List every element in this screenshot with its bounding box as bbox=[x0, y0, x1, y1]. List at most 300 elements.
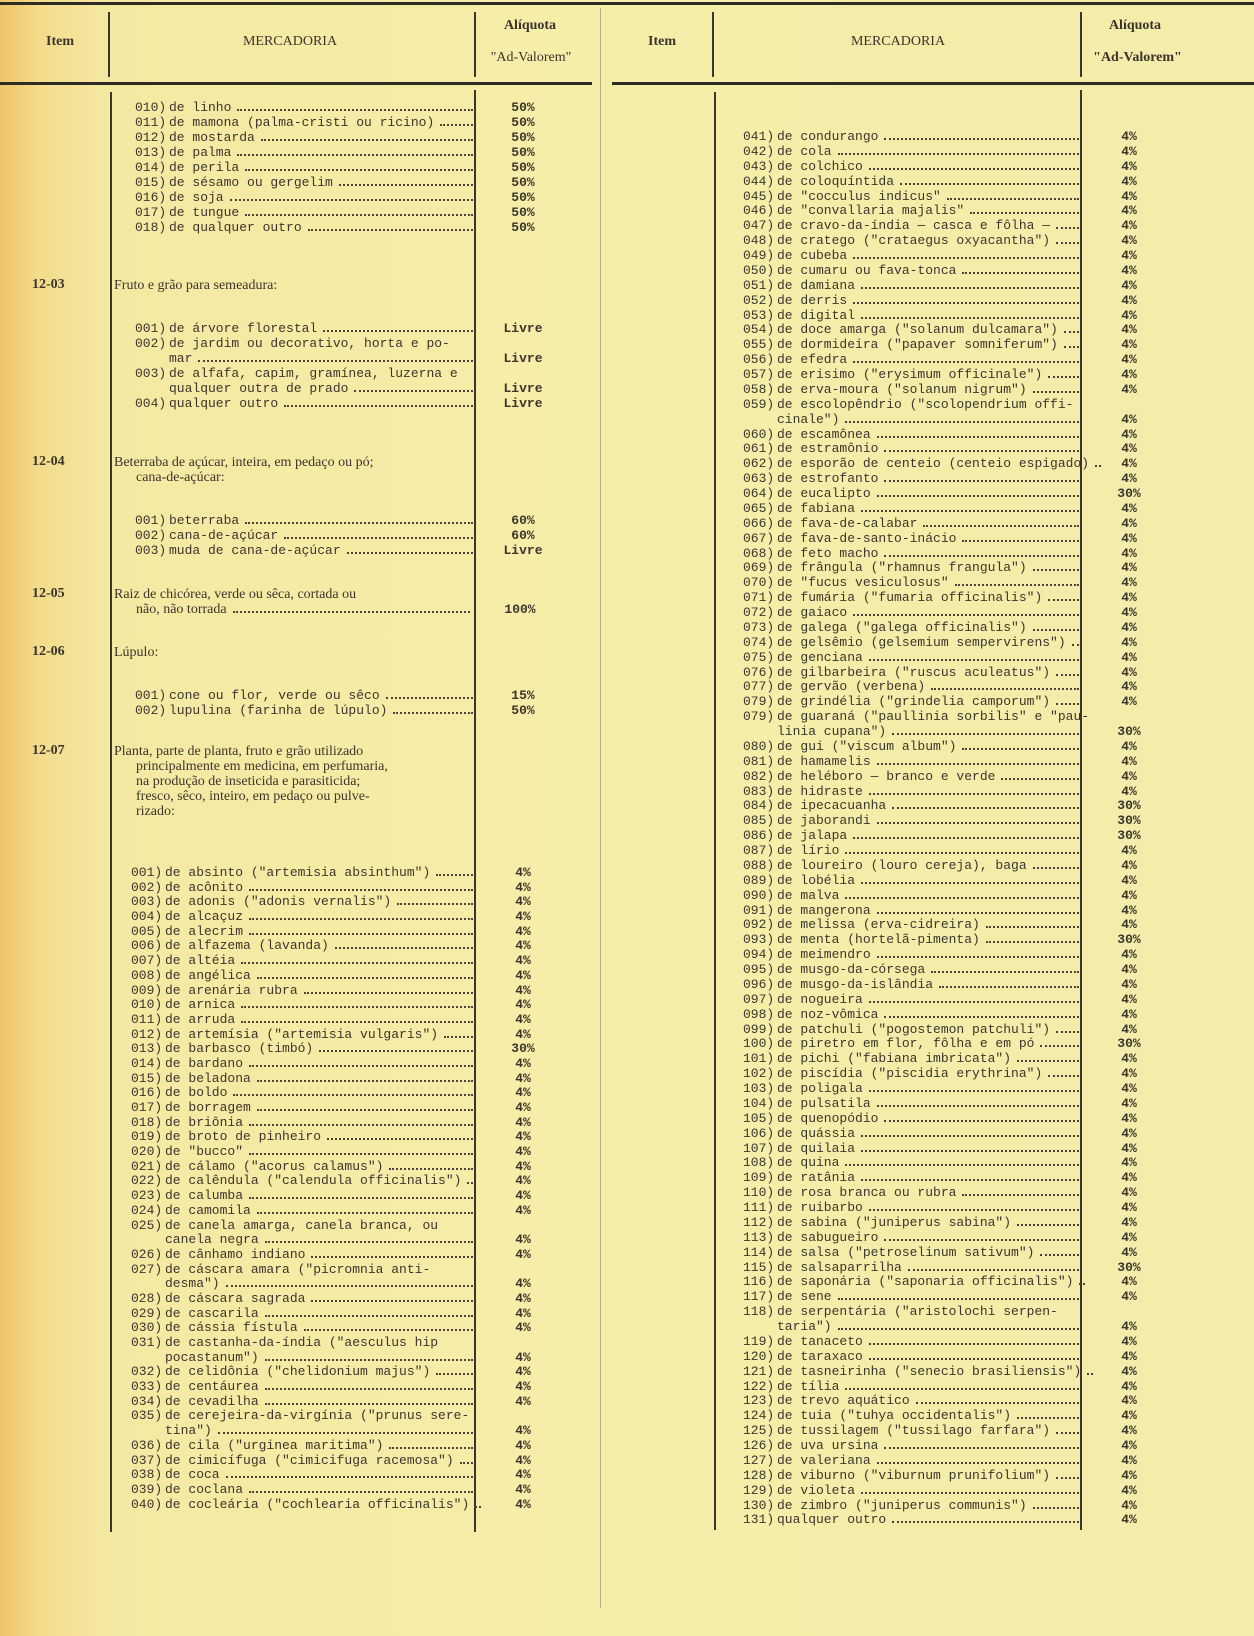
item-description: de musgo-da-islândia bbox=[777, 976, 934, 992]
list-item bbox=[743, 917, 1137, 933]
dotted-leader bbox=[249, 1491, 473, 1493]
section-title-line bbox=[114, 587, 470, 602]
aliquota-rate: 4% bbox=[1121, 1214, 1137, 1230]
dotted-leader bbox=[1072, 644, 1079, 646]
list-item bbox=[743, 575, 1137, 591]
item-code: 002) bbox=[135, 336, 167, 351]
aliquota-rate: 4% bbox=[1121, 1155, 1137, 1171]
item-code: 123) bbox=[743, 1393, 775, 1409]
item-description: de colchico bbox=[777, 158, 863, 174]
item-code: 026) bbox=[131, 1246, 163, 1262]
dotted-leader bbox=[845, 1164, 1079, 1166]
dotted-leader bbox=[845, 852, 1079, 854]
item-code: 021) bbox=[131, 1158, 163, 1174]
dotted-leader bbox=[838, 1298, 1079, 1300]
item-code: 104) bbox=[743, 1095, 775, 1111]
aliquota-rate: 4% bbox=[1121, 887, 1137, 903]
item-description: de cimicífuga ("cimicifuga racemosa") bbox=[165, 1452, 454, 1468]
item-description: de noz-vômica bbox=[777, 1006, 879, 1022]
item-description: de soja bbox=[169, 190, 224, 205]
item-description: de damiana bbox=[777, 277, 856, 293]
item-description: de cocleária ("cochlearia officinalis") bbox=[165, 1496, 470, 1512]
section-code: 12-05 bbox=[32, 586, 65, 601]
item-description: de fava-de-calabar bbox=[777, 515, 918, 531]
dotted-leader bbox=[884, 450, 1079, 452]
item-code: 118) bbox=[743, 1304, 775, 1320]
list-item bbox=[743, 1378, 1137, 1395]
aliquota-rate: 15% bbox=[511, 688, 535, 703]
header-aliquota-right: Alíquota bbox=[1108, 18, 1162, 33]
aliquota-rate: 50% bbox=[511, 220, 535, 235]
item-description: de tília bbox=[777, 1378, 840, 1394]
list-item bbox=[743, 991, 1137, 1008]
item-description: de cascarila bbox=[165, 1305, 259, 1321]
item-code: 039) bbox=[131, 1481, 163, 1497]
dotted-leader bbox=[257, 1080, 473, 1082]
aliquota-rate: 4% bbox=[1121, 530, 1137, 546]
dotted-leader bbox=[931, 971, 1079, 973]
item-description: de quina bbox=[777, 1155, 840, 1171]
list-item bbox=[135, 703, 535, 718]
item-code: 119) bbox=[743, 1333, 775, 1349]
item-code: 028) bbox=[131, 1290, 163, 1306]
list-item bbox=[743, 828, 1141, 844]
dotted-leader bbox=[908, 1269, 1079, 1271]
item-description: de zimbro ("juniperus communis") bbox=[777, 1497, 1027, 1513]
dotted-leader bbox=[877, 912, 1079, 914]
dotted-leader bbox=[892, 733, 1079, 735]
aliquota-rate: 4% bbox=[1121, 976, 1137, 992]
list-item bbox=[131, 1011, 531, 1028]
item-code: 020) bbox=[131, 1144, 163, 1160]
item-description: de borragem bbox=[165, 1100, 251, 1115]
item-code: 130) bbox=[743, 1497, 775, 1513]
aliquota-rate: 4% bbox=[515, 879, 531, 895]
item-code: 114) bbox=[743, 1244, 775, 1260]
aliquota-rate: 4% bbox=[1121, 768, 1137, 784]
list-item bbox=[743, 1363, 1137, 1380]
item-code: 081) bbox=[743, 753, 775, 769]
list-item bbox=[131, 1173, 531, 1189]
aliquota-rate: 4% bbox=[1121, 1274, 1137, 1290]
list-item bbox=[131, 1070, 531, 1087]
dotted-leader bbox=[265, 1359, 473, 1361]
item-description-continued bbox=[131, 1423, 531, 1439]
item-description: de mangerona bbox=[777, 902, 871, 918]
list-item bbox=[135, 543, 543, 558]
item-code: 003) bbox=[131, 894, 163, 910]
dotted-leader bbox=[397, 903, 473, 905]
list-item bbox=[743, 1140, 1137, 1157]
list-item bbox=[743, 1081, 1137, 1097]
item-code: 091) bbox=[743, 902, 775, 918]
item-code: 092) bbox=[743, 917, 775, 933]
item-code: 017) bbox=[131, 1100, 163, 1115]
aliquota-rate: 4% bbox=[1121, 545, 1137, 561]
list-item bbox=[743, 1289, 1137, 1305]
item-description: muda de cana-de-açúcar bbox=[169, 543, 341, 558]
aliquota-rate: 4% bbox=[1121, 575, 1137, 591]
list-item bbox=[743, 1244, 1137, 1261]
column-rule bbox=[474, 90, 476, 1532]
item-code: 042) bbox=[743, 143, 775, 159]
item-description-cont: pocastanum") bbox=[165, 1349, 259, 1365]
list-item bbox=[743, 292, 1137, 309]
item-code: 051) bbox=[743, 277, 775, 293]
dotted-leader bbox=[347, 552, 473, 554]
item-code: 031) bbox=[131, 1335, 163, 1350]
dotted-leader bbox=[198, 360, 473, 362]
list-item bbox=[131, 1452, 531, 1469]
item-code: 058) bbox=[743, 381, 775, 397]
item-description: de palma bbox=[169, 145, 232, 160]
item-description: de quilaia bbox=[777, 1140, 856, 1156]
dotted-leader bbox=[877, 763, 1079, 765]
item-code: 076) bbox=[743, 664, 775, 680]
dotted-leader bbox=[1017, 1417, 1079, 1419]
dotted-leader bbox=[861, 1135, 1079, 1137]
dotted-leader bbox=[869, 1358, 1079, 1360]
list-item bbox=[131, 879, 531, 896]
item-description: de artemísia ("artemisia vulgaris") bbox=[165, 1026, 439, 1042]
aliquota-rate: 4% bbox=[1121, 917, 1137, 933]
dotted-leader bbox=[257, 977, 473, 979]
dotted-leader bbox=[241, 1021, 473, 1023]
dotted-leader bbox=[962, 272, 1079, 274]
header-mercadoria-right: MERCADORIA bbox=[850, 34, 946, 49]
section-title-line bbox=[114, 774, 470, 789]
section-title-text: não, não torrada bbox=[136, 602, 227, 617]
item-description: de canela amarga, canela branca, ou bbox=[165, 1217, 439, 1233]
dotted-leader bbox=[947, 198, 1079, 200]
list-item bbox=[131, 909, 531, 925]
list-item bbox=[131, 1219, 473, 1234]
item-description: de calêndula ("calendula officinalis") bbox=[165, 1173, 462, 1189]
dotted-leader bbox=[311, 1256, 473, 1258]
item-code: 127) bbox=[743, 1452, 775, 1468]
item-code: 050) bbox=[743, 262, 775, 278]
item-code: 018) bbox=[135, 220, 167, 235]
item-code: 054) bbox=[743, 322, 775, 338]
list-item bbox=[131, 1336, 473, 1351]
item-code: 023) bbox=[131, 1188, 163, 1204]
item-code: 097) bbox=[743, 991, 775, 1007]
item-description: de ipecacuanha bbox=[777, 798, 887, 814]
header-ad-valorem-left: "Ad-Valorem" bbox=[490, 50, 572, 65]
item-code: 093) bbox=[743, 932, 775, 948]
item-description: qualquer outro bbox=[169, 396, 279, 411]
list-item bbox=[135, 205, 535, 220]
item-description: de salsa ("petroselinum sativum") bbox=[777, 1244, 1035, 1260]
aliquota-rate: 4% bbox=[1121, 560, 1137, 576]
item-description: de tasneirinha ("senecio brasiliensis") bbox=[777, 1363, 1082, 1379]
aliquota-rate: 4% bbox=[515, 1173, 531, 1189]
item-description: de fava-de-santo-inácio bbox=[777, 530, 957, 546]
item-description: de linho bbox=[169, 100, 232, 115]
list-item bbox=[743, 1155, 1137, 1171]
aliquota-rate: 4% bbox=[515, 1452, 531, 1468]
item-code: 025) bbox=[131, 1217, 163, 1233]
item-description: de gaiaco bbox=[777, 605, 848, 620]
aliquota-rate: 4% bbox=[515, 1011, 531, 1027]
aliquota-rate: 4% bbox=[1121, 203, 1137, 219]
list-item bbox=[743, 1125, 1137, 1142]
item-code: 070) bbox=[743, 575, 775, 591]
dotted-leader bbox=[853, 302, 1079, 304]
dotted-leader bbox=[884, 555, 1079, 557]
item-description: de digital bbox=[777, 307, 856, 323]
list-item bbox=[131, 1114, 531, 1131]
aliquota-rate: 30% bbox=[1117, 813, 1141, 829]
aliquota-rate: 4% bbox=[515, 894, 531, 910]
item-description: de eucalipto bbox=[777, 486, 871, 501]
item-description-cont: cinale") bbox=[777, 411, 840, 427]
dotted-leader bbox=[986, 941, 1079, 943]
dotted-leader bbox=[249, 1197, 473, 1199]
section-title bbox=[114, 744, 470, 819]
item-description: de perila bbox=[169, 160, 240, 175]
item-description: de sabugueiro bbox=[777, 1229, 879, 1245]
aliquota-rate: 50% bbox=[511, 175, 535, 190]
item-code: 112) bbox=[743, 1214, 775, 1230]
item-code: 061) bbox=[743, 441, 775, 457]
item-code: 008) bbox=[131, 967, 163, 983]
item-description: lupulina (farinha de lúpulo) bbox=[169, 703, 388, 718]
aliquota-rate: 4% bbox=[515, 953, 531, 969]
dotted-leader bbox=[845, 897, 1079, 899]
item-description: de quenopódio bbox=[777, 1110, 879, 1126]
item-code: 004) bbox=[135, 396, 167, 411]
list-item bbox=[131, 953, 531, 969]
dotted-leader bbox=[861, 1150, 1079, 1152]
aliquota-rate: 4% bbox=[515, 1144, 531, 1160]
aliquota-rate: 4% bbox=[515, 1026, 531, 1042]
dotted-leader bbox=[892, 1521, 1079, 1523]
item-description-continued bbox=[135, 351, 543, 366]
section-title-line bbox=[114, 759, 470, 774]
list-item bbox=[743, 277, 1137, 294]
list-item bbox=[743, 560, 1137, 576]
list-item bbox=[135, 321, 543, 336]
item-description: de angélica bbox=[165, 967, 251, 983]
item-description: de rosa branca ou rubra bbox=[777, 1185, 957, 1201]
item-description: de cânhamo indiano bbox=[165, 1246, 306, 1262]
dotted-leader bbox=[1056, 1432, 1079, 1434]
aliquota-rate: 4% bbox=[1121, 738, 1137, 754]
item-description-continued bbox=[131, 1349, 531, 1366]
list-item bbox=[131, 1409, 473, 1424]
item-description: de cáscara sagrada bbox=[165, 1290, 306, 1306]
aliquota-rate: 4% bbox=[1121, 694, 1137, 710]
item-description: de cola bbox=[777, 143, 832, 159]
aliquota-rate: 4% bbox=[1121, 1467, 1137, 1483]
dotted-leader bbox=[339, 184, 473, 186]
aliquota-rate: 4% bbox=[1121, 857, 1137, 873]
item-code: 002) bbox=[135, 528, 167, 543]
item-code: 001) bbox=[131, 865, 163, 880]
item-description: de arnica bbox=[165, 997, 236, 1013]
dotted-leader bbox=[475, 1506, 481, 1508]
item-description: de sene bbox=[777, 1289, 832, 1305]
list-item bbox=[743, 753, 1137, 770]
item-description: de gervão (verbena) bbox=[777, 679, 926, 695]
aliquota-rate: 4% bbox=[1121, 1051, 1137, 1067]
aliquota-rate: 4% bbox=[1121, 1140, 1137, 1156]
dotted-leader bbox=[884, 1016, 1079, 1018]
item-description: de doce amarga ("solanum dulcamara") bbox=[777, 322, 1058, 338]
list-item bbox=[743, 1066, 1137, 1082]
section-title-text: Beterraba de açúcar, inteira, em pedaço ou pó; bbox=[114, 455, 374, 470]
dotted-leader bbox=[869, 1001, 1079, 1003]
item-description: de cila ("urginea maritima") bbox=[165, 1437, 384, 1453]
item-description: de violeta bbox=[777, 1482, 856, 1498]
dotted-leader bbox=[853, 361, 1079, 363]
item-code: 087) bbox=[743, 843, 775, 858]
aliquota-rate: 4% bbox=[1121, 962, 1137, 977]
dotted-leader bbox=[877, 436, 1079, 438]
dotted-leader bbox=[1033, 391, 1079, 393]
item-description: de tussilagem ("tussilago farfara") bbox=[777, 1423, 1051, 1439]
dotted-leader bbox=[861, 1179, 1079, 1181]
section-title-line bbox=[114, 278, 470, 293]
list-item bbox=[131, 1085, 531, 1101]
list-item bbox=[135, 100, 535, 115]
item-description: de adonis ("adonis vernalis") bbox=[165, 894, 392, 910]
item-code: 109) bbox=[743, 1170, 775, 1186]
item-code: 088) bbox=[743, 857, 775, 873]
section-title-text: rizado: bbox=[136, 804, 175, 819]
header-mercadoria-left: MERCADORIA bbox=[242, 34, 338, 49]
item-code: 033) bbox=[131, 1379, 163, 1395]
dotted-leader bbox=[386, 697, 473, 699]
aliquota-rate: 4% bbox=[1121, 456, 1137, 472]
item-code: 049) bbox=[743, 248, 775, 263]
aliquota-rate: 50% bbox=[511, 115, 535, 130]
item-description: de lobélia bbox=[777, 872, 856, 888]
section-title bbox=[114, 278, 470, 293]
aliquota-rate: 4% bbox=[515, 1305, 531, 1321]
dotted-leader bbox=[877, 1462, 1079, 1464]
item-description: de pulsatila bbox=[777, 1095, 871, 1111]
item-description: de guaraná ("paullinia sorbilis" e "pau- bbox=[777, 709, 1090, 725]
aliquota-rate: 4% bbox=[1121, 471, 1137, 487]
dotted-leader bbox=[226, 1285, 473, 1287]
dotted-leader bbox=[1056, 242, 1079, 244]
list-item bbox=[743, 619, 1137, 636]
section-title-text: cana-de-açúcar: bbox=[136, 470, 225, 485]
item-description: de menta (hortelã-pimenta) bbox=[777, 932, 980, 948]
item-code: 115) bbox=[743, 1259, 775, 1275]
item-code: 084) bbox=[743, 798, 775, 814]
dotted-leader bbox=[861, 882, 1079, 884]
list-item bbox=[743, 843, 1137, 859]
item-code: 108) bbox=[743, 1155, 775, 1171]
list-item bbox=[743, 679, 1137, 695]
dotted-leader bbox=[241, 962, 473, 964]
item-description: de esporão de centeio (centeio espigado) bbox=[777, 456, 1090, 472]
item-code: 029) bbox=[131, 1305, 163, 1321]
list-item bbox=[743, 887, 1137, 904]
dotted-leader bbox=[257, 1109, 473, 1111]
aliquota-rate: 4% bbox=[515, 1467, 531, 1483]
list-item bbox=[743, 337, 1137, 353]
aliquota-rate: 4% bbox=[1121, 991, 1137, 1007]
item-code: 043) bbox=[743, 158, 775, 174]
list-item bbox=[131, 1305, 531, 1322]
aliquota-rate: 4% bbox=[1121, 1289, 1137, 1305]
dotted-leader bbox=[900, 183, 1079, 185]
item-list bbox=[135, 321, 543, 411]
item-code: 074) bbox=[743, 634, 775, 650]
aliquota-rate: 4% bbox=[1121, 1185, 1137, 1201]
section-code: 12-07 bbox=[32, 743, 65, 758]
item-description: de musgo-da-córsega bbox=[777, 962, 926, 977]
item-code: 057) bbox=[743, 367, 775, 382]
aliquota-rate: 4% bbox=[1121, 1319, 1137, 1334]
item-code: 005) bbox=[131, 923, 163, 939]
item-code: 128) bbox=[743, 1467, 775, 1483]
dotted-leader bbox=[1056, 1031, 1079, 1033]
list-item bbox=[131, 938, 531, 954]
list-item bbox=[135, 115, 535, 130]
item-description: de saponária ("saponaria officinalis") bbox=[777, 1274, 1074, 1290]
aliquota-rate: 4% bbox=[1121, 441, 1137, 457]
item-code: 015) bbox=[131, 1070, 163, 1086]
item-code: 018) bbox=[131, 1114, 163, 1130]
header-divider bbox=[108, 12, 110, 77]
list-item bbox=[135, 366, 473, 381]
item-description: de ruibarbo bbox=[777, 1200, 863, 1215]
header-item-left: Item bbox=[46, 34, 74, 49]
dotted-leader bbox=[838, 1328, 1079, 1330]
item-code: 071) bbox=[743, 590, 775, 606]
item-description: de cerejeira-da-virgínia ("prunus sere- bbox=[165, 1408, 470, 1424]
item-code: 089) bbox=[743, 872, 775, 888]
list-item bbox=[743, 1467, 1137, 1484]
aliquota-rate: 4% bbox=[1121, 1110, 1137, 1126]
aliquota-rate: 4% bbox=[515, 1349, 531, 1365]
item-description: de uva ursina bbox=[777, 1438, 879, 1453]
dotted-leader bbox=[308, 229, 473, 231]
list-item bbox=[135, 220, 535, 235]
list-item bbox=[743, 188, 1137, 205]
list-item bbox=[743, 1423, 1137, 1439]
aliquota-rate: 4% bbox=[1121, 515, 1137, 531]
item-code: 046) bbox=[743, 203, 775, 219]
aliquota-rate: 4% bbox=[1121, 1378, 1137, 1394]
aliquota-rate: 4% bbox=[1121, 753, 1137, 769]
item-description: de escolopêndrio ("scolopendrium offi- bbox=[777, 396, 1074, 412]
aliquota-rate: 4% bbox=[515, 982, 531, 998]
dotted-leader bbox=[241, 1006, 473, 1008]
item-code: 121) bbox=[743, 1363, 775, 1379]
dotted-leader bbox=[962, 1194, 1079, 1196]
section-title-text: na produção de inseticida e parasiticida; bbox=[136, 774, 361, 789]
item-code: 011) bbox=[135, 115, 167, 130]
list-item bbox=[743, 932, 1141, 948]
item-list bbox=[743, 129, 1141, 1528]
list-item bbox=[743, 783, 1137, 800]
aliquota-rate: 60% bbox=[511, 528, 535, 543]
item-code: 040) bbox=[131, 1496, 163, 1512]
aliquota-rate: 4% bbox=[1121, 664, 1137, 680]
aliquota-rate: 4% bbox=[1121, 590, 1137, 606]
column-divider bbox=[600, 8, 601, 1608]
item-code: 001) bbox=[135, 513, 167, 528]
list-item bbox=[743, 664, 1137, 681]
item-description: de sabina ("juniperus sabina") bbox=[777, 1214, 1012, 1230]
dotted-leader bbox=[892, 807, 1079, 809]
